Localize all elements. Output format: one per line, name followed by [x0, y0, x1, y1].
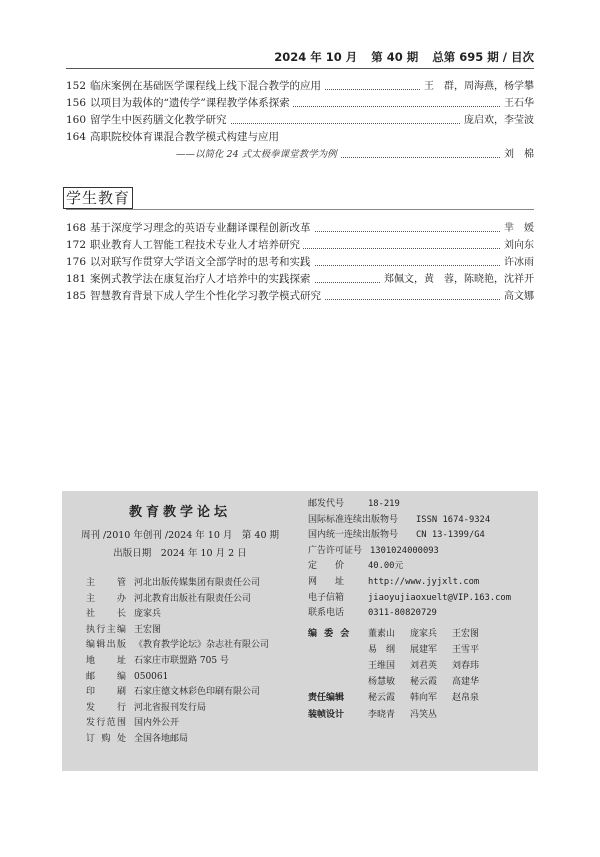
toc-author: 郑佩文，黄 蓉，陈晓艳，沈祥开: [381, 271, 534, 288]
committee-member: 王宏图: [452, 628, 480, 639]
committee-member: 庞家兵: [410, 628, 438, 639]
info-value: 河北出版传媒集团有限责任公司: [134, 578, 261, 588]
info-value: 全国各地邮局: [134, 733, 189, 744]
info-row: [308, 513, 538, 529]
info-row: [62, 638, 298, 654]
journal-title: 教育教学论坛: [128, 505, 231, 520]
toc-title: 高职院校体育课混合教学模式构建与应用: [90, 129, 282, 146]
committee-names: [368, 626, 494, 690]
running-header: [66, 48, 534, 69]
committee-member: 易 纲: [368, 644, 396, 655]
toc-page: 156: [66, 97, 87, 109]
committee-member: 王雪平: [452, 644, 480, 655]
toc-entry[interactable]: [66, 271, 534, 288]
header-total: 总第 695 期 / 目次: [432, 50, 534, 64]
info-value: 国内外公开: [134, 718, 180, 729]
header-date: 2024 年 10 月: [274, 50, 358, 64]
committee-member: 刘春玮: [452, 660, 480, 671]
info-key: 广告许可证号: [308, 545, 363, 556]
toc-title: 案例式教学法在康复治疗人才培养中的实践探索: [90, 271, 314, 288]
toc-author: 刘 棉: [501, 146, 534, 163]
committee-member: 展建军: [410, 644, 438, 655]
responsible-editors: [308, 690, 538, 707]
info-value: 1301024000093: [370, 545, 439, 556]
info-key: 印 刷: [86, 687, 126, 698]
editor-names: [368, 690, 494, 707]
info-key: 电子信箱: [308, 592, 345, 603]
toc-top: [66, 78, 534, 163]
header-issue: 第 40 期: [371, 50, 419, 64]
editors-label: 责任编辑: [308, 692, 345, 703]
info-key: 编辑出版: [86, 640, 126, 651]
toc-page: 160: [66, 114, 87, 126]
toc-title: 以对联写作贯穿大学语文全部学时的思考和实践: [90, 254, 314, 271]
designer-names: [368, 707, 452, 724]
info-key: 邮发代号: [308, 499, 345, 509]
toc-entry[interactable]: [66, 237, 534, 254]
info-row: [62, 607, 298, 623]
editor-name: 韩向军: [410, 692, 438, 703]
toc-entry[interactable]: [66, 129, 534, 146]
publish-date-line: 出版日期 2024 年 10 月 2 日: [113, 548, 247, 559]
editor-name: 赵帛泉: [452, 692, 480, 703]
toc-entry[interactable]: [66, 78, 534, 95]
committee-label: 编 委 会: [308, 628, 352, 639]
toc-page: 185: [66, 290, 87, 302]
info-row: [62, 654, 298, 670]
info-value: 40.00元: [368, 561, 404, 572]
info-value: CN 13-1399/G4: [416, 530, 485, 541]
phone-value: 0311-80820729: [368, 608, 437, 619]
toc-entry[interactable]: [66, 254, 534, 271]
info-value: 石家庄德文林彩色印刷有限公司: [134, 687, 261, 698]
toc-title: 智慧教育背景下成人学生个性化学习教学模式研究: [90, 288, 324, 305]
committee-member: 杨慧敏: [368, 676, 396, 687]
info-row: [62, 716, 298, 732]
designer-name: 冯笑丛: [410, 709, 438, 720]
info-key: 发 行: [86, 702, 126, 713]
toc-page: 181: [66, 273, 87, 285]
toc-author: 王石华: [501, 95, 534, 112]
info-value: 050061: [134, 671, 169, 682]
info-key: 发行范围: [86, 718, 126, 729]
toc-entry[interactable]: [66, 220, 534, 237]
email-value[interactable]: jiaoyujiaoxuelt@VIP.163.com: [368, 592, 511, 603]
committee-member: 刘君英: [410, 660, 438, 671]
toc-page: 164: [66, 131, 87, 143]
info-row: [308, 606, 538, 622]
toc-page: 172: [66, 239, 87, 251]
committee-member: 秘云霞: [410, 676, 438, 687]
toc-entry[interactable]: [66, 112, 534, 129]
info-value: 庞家兵: [134, 609, 162, 620]
info-row: [308, 528, 538, 544]
info-row: [308, 544, 538, 560]
info-row: [62, 576, 298, 592]
info-key: 邮 编: [86, 671, 126, 682]
editor-name: 秘云霞: [368, 692, 396, 703]
toc-author: 庞启欢，李莹波: [461, 112, 534, 129]
info-value: 《教育教学论坛》杂志社有限公司: [134, 640, 270, 651]
toc-entry[interactable]: [66, 95, 534, 112]
info-key: 订 购 处: [86, 733, 126, 744]
registration-info-list: [308, 497, 538, 622]
info-row: [308, 591, 538, 607]
committee-member: 董素山: [368, 628, 396, 639]
info-key: 地 址: [86, 655, 126, 666]
editorial-committee: [308, 626, 538, 690]
info-key: 联系电话: [308, 608, 345, 619]
info-value: 石家庄市联盟路 705 号: [134, 655, 229, 666]
info-key: 国际标准连续出版物号: [308, 514, 399, 525]
info-value: 河北教育出版社有限责任公司: [134, 593, 252, 604]
masthead-box: [62, 491, 538, 771]
info-row: [308, 497, 538, 513]
info-row: [308, 575, 538, 591]
toc-entry-subtitle[interactable]: [66, 146, 534, 163]
toc-page: 168: [66, 222, 87, 234]
section-heading: 学生教育: [63, 187, 133, 209]
toc-title: 基于深度学习理念的英语专业翻译课程创新改革: [90, 220, 314, 237]
info-value: 王宏图: [134, 624, 162, 635]
publisher-info-list: [62, 576, 298, 748]
info-key: 主 管: [86, 578, 126, 588]
design-label: 装帧设计: [308, 709, 345, 720]
toc-bottom: [66, 220, 534, 305]
committee-member: 王维国: [368, 660, 396, 671]
designer-name: 李晓青: [368, 709, 396, 720]
section-divider: [66, 209, 534, 210]
toc-author: 许冰雨: [501, 254, 534, 271]
info-row: [308, 559, 538, 575]
website-value[interactable]: http://www.jyjxlt.com: [368, 576, 480, 587]
info-row: [62, 592, 298, 608]
info-row: [62, 670, 298, 686]
committee-member: 高建华: [452, 676, 480, 687]
info-row: [62, 732, 298, 748]
toc-title: 职业教育人工智能工程技术专业人才培养研究: [90, 237, 303, 254]
info-value: 18-219: [368, 499, 400, 509]
toc-author: 芈 媛: [501, 220, 534, 237]
toc-page: 152: [66, 80, 87, 92]
toc-subtitle: ——以简化 24 式太极拳课堂教学为例: [176, 146, 340, 163]
info-key: 执行主编: [86, 624, 126, 635]
info-row: [62, 701, 298, 717]
toc-title: 以项目为载体的“遗传学”课程教学体系探索: [90, 95, 293, 112]
info-key: 主 办: [86, 593, 126, 604]
info-key: 网 址: [308, 576, 345, 587]
info-key: 国内统一连续出版物号: [308, 530, 399, 541]
info-key: 社 长: [86, 609, 126, 620]
cover-design: [308, 707, 538, 724]
info-row: [62, 623, 298, 639]
toc-author: 高文娜: [501, 288, 534, 305]
masthead-left: [62, 491, 298, 771]
toc-author: 刘向东: [501, 237, 534, 254]
info-row: [62, 685, 298, 701]
toc-author: 王 群，周海燕，杨学攀: [421, 78, 534, 95]
journal-issue-line: 周刊 /2010 年创刊 /2024 年 10 月 第 40 期: [80, 530, 280, 541]
toc-entry[interactable]: [66, 288, 534, 305]
masthead-right: [308, 491, 538, 771]
info-value: 河北省报刊发行局: [134, 702, 207, 713]
toc-title: 临床案例在基础医学课程线上线下混合教学的应用: [90, 78, 324, 95]
info-value: ISSN 1674-9324: [416, 514, 491, 525]
toc-page: 176: [66, 256, 87, 268]
info-key: 定 价: [308, 561, 345, 572]
toc-title: 留学生中医药膳文化教学研究: [90, 112, 230, 129]
